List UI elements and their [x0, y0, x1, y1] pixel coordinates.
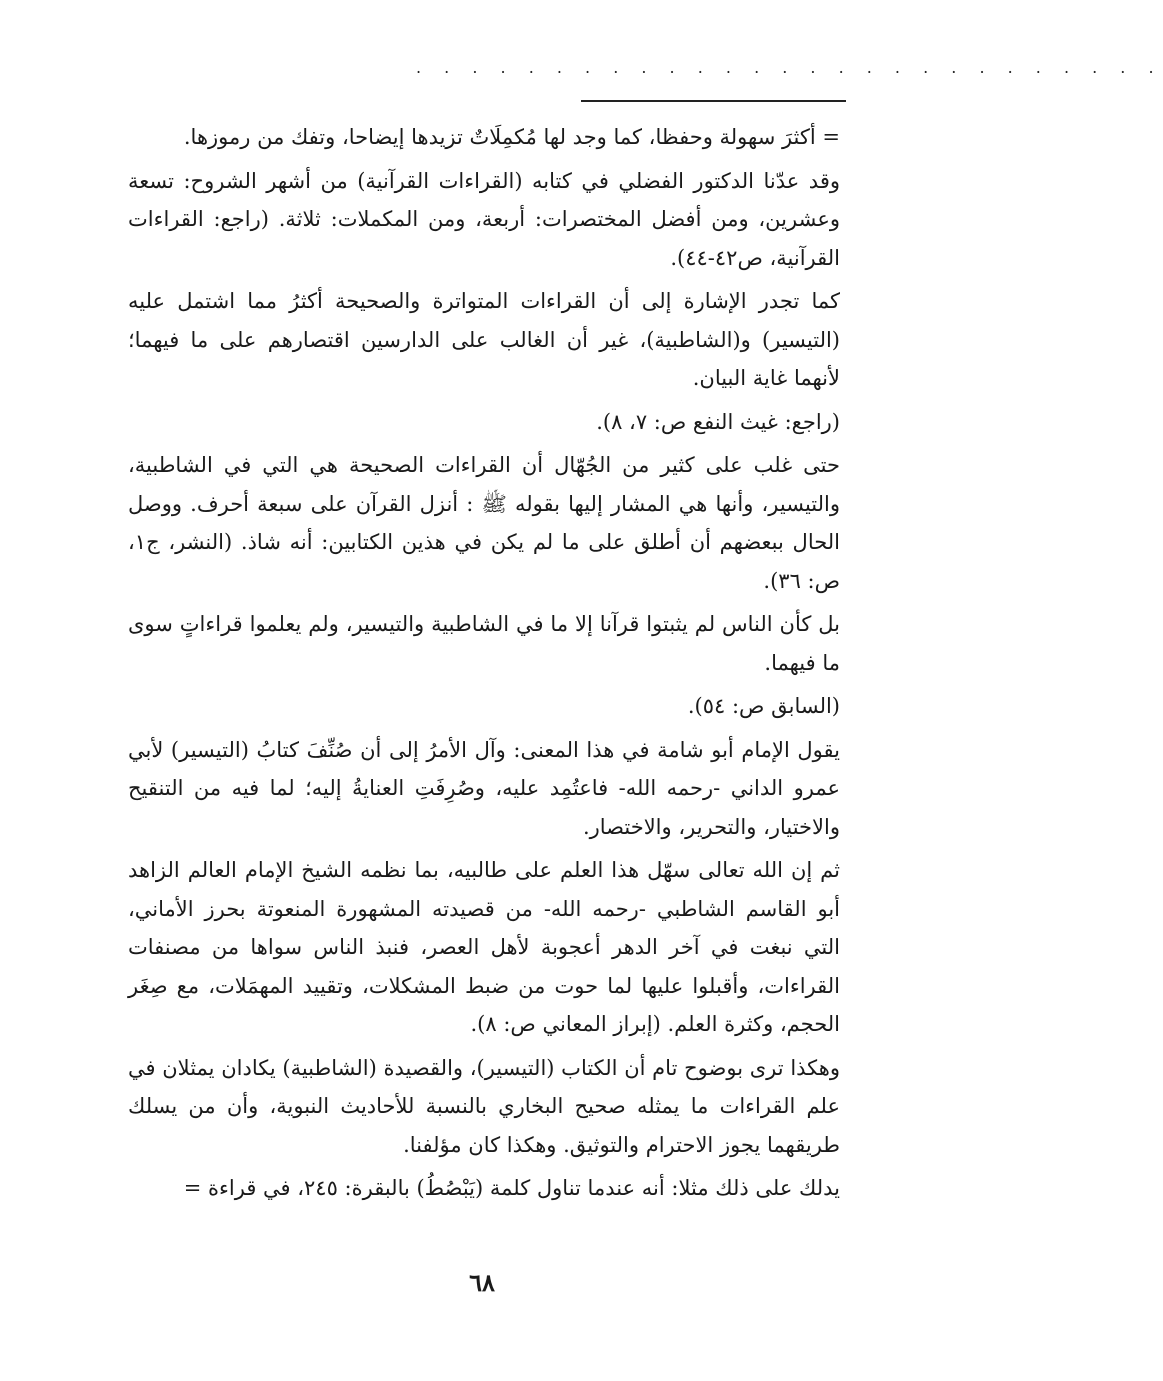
footnote-separator-line [581, 100, 846, 102]
footnote-separator-dots: . . . . . . . . . . . . . . . . . . . . . . . . . . . [416, 58, 1163, 77]
footnote-text-block [128, 118, 840, 1213]
footnote-paragraph: (راجع: غيث النفع ص: ٧، ٨). [596, 409, 840, 434]
footnote-paragraph: يقول الإمام أبو شامة في هذا المعنى: وآل الأمرُ إلى أن صُنِّفَ كتابُ (التيسير) لأبي عمرو الداني -رحمه الله- فاعتُمِد عليه، وصُرِفَتِ العنايةُ إليه؛ لما فيه من التنقيح والاختيار، والتحرير، والاختصار. [128, 737, 840, 839]
footnote-paragraph: = أكثرَ سهولة وحفظا، كما وجد لها مُكمِلَاتٌ تزيدها إيضاحا، وتفك من رموزها. [183, 125, 840, 149]
footnote-paragraph: وهكذا ترى بوضوح تام أن الكتاب (التيسير)، والقصيدة (الشاطبية) يكادان يمثلان في علم القراءات ما يمثله صحيح البخاري بالنسبة للأحاديث النبوية، وأن من يسلك طريقهما يجوز الاحترام والتوثيق. وهكذا كان مؤلفنا. [128, 1055, 840, 1157]
footnote-paragraph: وقد عدّنا الدكتور الفضلي في كتابه (القراءات القرآنية) من أشهر الشروح: تسعة وعشرين، ومن أفضل المختصرات: أربعة، ومن المكملات: ثلاثة. (راجع: القراءات القرآنية، ص٤٢-٤٤). [128, 168, 840, 270]
footnote-paragraph: كما تجدر الإشارة إلى أن القراءات المتواترة والصحيحة أكثرُ مما اشتمل عليه (التيسير) و(الشاطبية)، غير أن الغالب على الدارسين اقتصارهم على ما فيهما؛ لأنهما غاية البيان. [128, 289, 840, 390]
page-number: ٦٨ [469, 1268, 495, 1297]
footnote-paragraph: ثم إن الله تعالى سهّل هذا العلم على طالبيه، بما نظمه الشيخ الإمام العالم الزاهد أبو القاسم الشاطبي -رحمه الله- من قصيدته المشهورة المنعوتة بحرز الأماني، التي نبغت في آخر الدهر أعجوبة لأهل العصر، فنبذ الناس سواها من مصنفات القراءات، وأقبلوا عليها لما حوت من ضبط المشكلات، وتقييد المهمَلات، مع صِغَر الحجم، وكثرة العلم. (إبراز المعاني ص: ٨). [128, 858, 840, 1036]
footnote-paragraph: يدلك على ذلك مثلا: أنه عندما تناول كلمة (يَبْصُطُ) بالبقرة: ٢٤٥، في قراءة = [183, 1176, 840, 1200]
footnote-paragraph: (السابق ص: ٥٤). [687, 694, 840, 718]
footnote-paragraph: بل كأن الناس لم يثبتوا قرآنا إلا ما في الشاطبية والتيسير، ولم يعلموا قراءاتٍ سوى ما فيهما. [128, 612, 840, 675]
footnote-paragraph: حتى غلب على كثير من الجُهّال أن القراءات الصحيحة هي التي في الشاطبية، والتيسير، وأنها هي المشار إليها بقوله ﷺ : أنزل القرآن على سبعة أحرف. ووصل الحال ببعضهم أن أطلق على ما لم يكن في هذين الكتابين: أنه شاذ. (النشر، ج١، ص: ٣٦). [128, 453, 840, 593]
